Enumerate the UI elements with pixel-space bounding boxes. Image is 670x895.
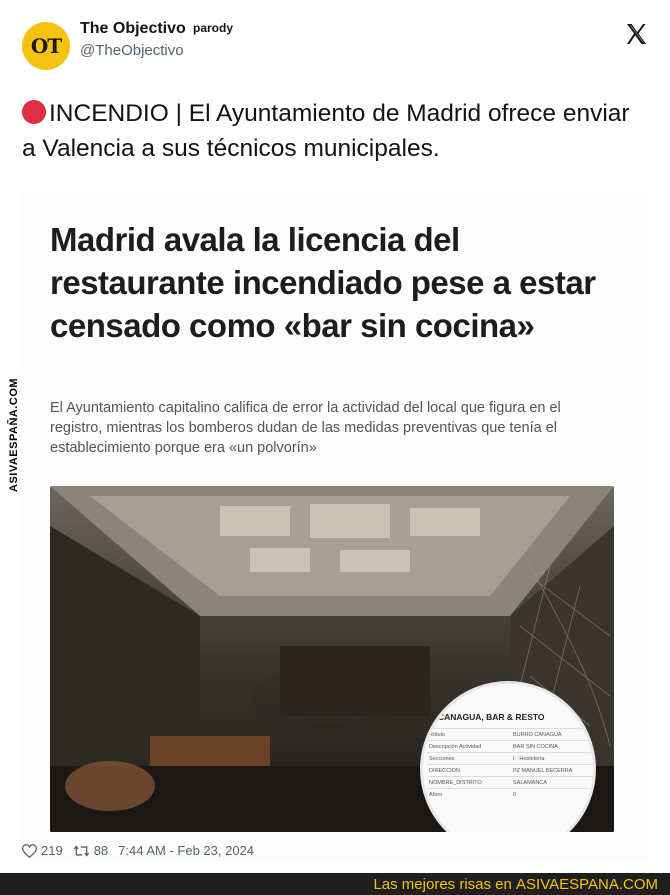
inset-row: NOMBRE_DISTRITO SALAMANCA [427, 776, 596, 788]
inset-row: DIRECCION PZ MANUEL BECERRA [427, 764, 596, 776]
user-handle[interactable]: @TheObjectivo [80, 42, 184, 59]
heart-icon [22, 844, 37, 858]
avatar-text: OT [30, 34, 62, 58]
inset-row: Aforo 0 [427, 788, 596, 800]
inset-row: Secciones I - Hostelería [427, 752, 596, 764]
like-button[interactable] [22, 843, 63, 858]
parody-label: parody [193, 21, 234, 35]
footer-site[interactable]: ASIVAESPANA.COM [516, 875, 658, 893]
tweet-stats [22, 843, 264, 858]
tweet-body: | El Ayuntamiento de Madrid ofrece enviar a Valencia a sus técnicos municipales. [22, 100, 630, 162]
side-watermark: ASIVAESPAÑA.COM [3, 375, 25, 495]
avatar[interactable] [22, 22, 70, 70]
footer-prefix: Las mejores risas en [373, 875, 517, 893]
repost-icon [73, 844, 90, 858]
tweet-timestamp[interactable]: 7:44 AM - Feb 23, 2024 [118, 843, 255, 858]
like-count: 219 [41, 843, 63, 858]
fire-damage-photo [50, 486, 614, 832]
x-logo-icon[interactable] [624, 22, 648, 46]
tweet-tag: INCENDIO [49, 100, 169, 127]
article-subhead: El Ayuntamiento capitalino califica de error la actividad del local que figura en el registro, mientras los bomberos dudan de las medidas preventivas que tenía el establecimiento porque era «un polvorín» [50, 400, 561, 456]
repost-button[interactable] [73, 843, 108, 858]
display-name[interactable]: The Objectivo [80, 20, 186, 37]
inset-title: O CANAGUA, BAR & RESTO [429, 712, 545, 722]
article-image[interactable] [22, 192, 648, 860]
inset-row: Rótulo BURRO CANAGUA [427, 728, 596, 740]
repost-count: 88 [93, 843, 109, 858]
footer-banner [0, 873, 670, 895]
inset-row: Descripción Actividad BAR SIN COCINA [427, 740, 596, 752]
tweet-text [22, 96, 642, 166]
inset-table [427, 728, 596, 800]
red-circle-icon [22, 100, 46, 124]
article-headline: Madrid avala la licencia del restaurante incendiado pese a estar censado como «bar sin cocina» [50, 221, 596, 344]
